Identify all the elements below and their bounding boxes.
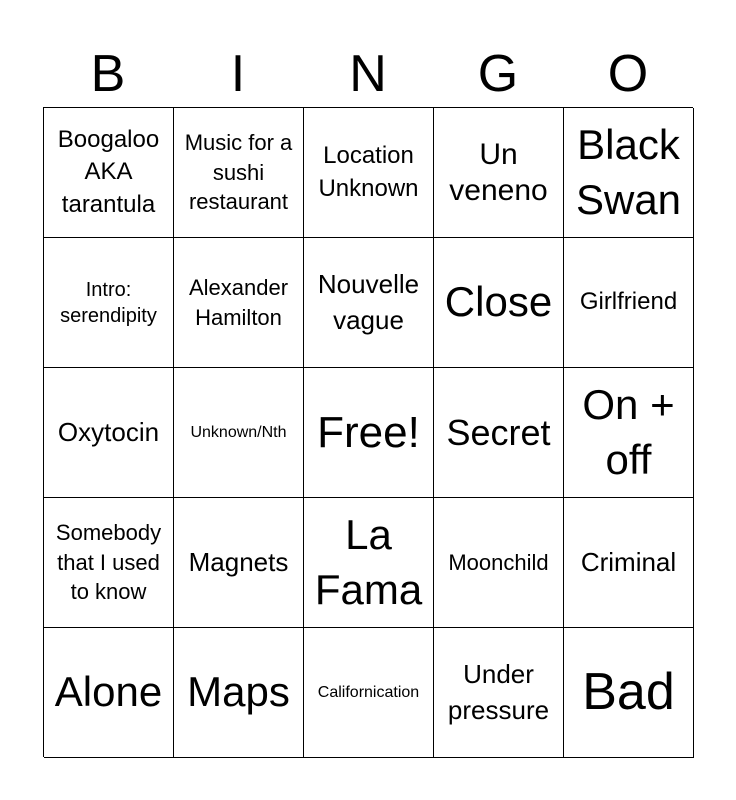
bingo-board (43, 107, 693, 757)
bingo-cell-label: Girlfriend (579, 288, 678, 316)
bingo-cell[interactable] (44, 498, 174, 628)
bingo-cell[interactable] (304, 108, 434, 238)
bingo-cell-label: Un veneno (449, 137, 548, 207)
header-letter-n: N (349, 45, 387, 103)
bingo-cell[interactable] (434, 238, 564, 368)
bingo-header (43, 42, 693, 106)
bingo-cell[interactable] (564, 498, 694, 628)
bingo-cell-label: Boogaloo AKA tarantula (57, 125, 160, 218)
bingo-cell-label: Criminal (580, 546, 677, 577)
bingo-cell[interactable] (304, 628, 434, 758)
bingo-cell[interactable] (434, 628, 564, 758)
bingo-cell-label: Californication (317, 683, 420, 701)
bingo-cell[interactable] (434, 108, 564, 238)
bingo-cell-label: Black Swan (575, 120, 682, 223)
bingo-cell-label: Location Unknown (318, 142, 419, 202)
bingo-cell-label: Alexander Hamilton (188, 274, 289, 330)
header-letter-i: I (230, 45, 246, 103)
bingo-cell-label: Nouvelle vague (317, 269, 420, 335)
bingo-cell[interactable] (304, 498, 434, 628)
bingo-cell-label: On + off (582, 380, 675, 483)
bingo-cell-label: Bad (582, 663, 675, 722)
bingo-cell-label: La Fama (314, 510, 423, 613)
header-letter-g: G (477, 45, 519, 103)
bingo-cell-label: Music for a sushi restaurant (184, 129, 293, 215)
bingo-cell-label: Moonchild (448, 549, 549, 575)
bingo-cell[interactable] (174, 108, 304, 238)
bingo-cell-label: Close (444, 278, 553, 326)
bingo-cell[interactable] (44, 238, 174, 368)
bingo-cell-label: Magnets (188, 546, 289, 577)
bingo-cell[interactable] (174, 498, 304, 628)
bingo-cell[interactable] (174, 628, 304, 758)
bingo-cell[interactable] (564, 238, 694, 368)
bingo-cell-label: Under pressure (447, 659, 550, 725)
bingo-cell-label: Unknown/Nth (190, 423, 287, 441)
bingo-cell[interactable] (44, 628, 174, 758)
bingo-cell-label: Alone (54, 668, 163, 716)
bingo-cell[interactable] (434, 498, 564, 628)
bingo-cell[interactable] (44, 368, 174, 498)
bingo-cell[interactable] (174, 238, 304, 368)
bingo-cell[interactable] (174, 368, 304, 498)
bingo-cell[interactable] (564, 628, 694, 758)
bingo-cell[interactable] (564, 108, 694, 238)
bingo-cell[interactable] (304, 238, 434, 368)
bingo-cell-label: Oxytocin (57, 416, 160, 447)
bingo-cell-label: Intro: serendipity (60, 278, 157, 327)
bingo-cell[interactable] (434, 368, 564, 498)
bingo-cell-label: Free! (317, 408, 420, 457)
bingo-cell-label: Secret (446, 411, 551, 453)
bingo-cell[interactable] (44, 108, 174, 238)
bingo-cell[interactable] (304, 368, 434, 498)
header-letter-b: B (90, 45, 126, 103)
bingo-cell-label: Somebody that I used to know (55, 519, 162, 605)
header-letter-o: O (607, 45, 649, 103)
bingo-cell[interactable] (564, 368, 694, 498)
bingo-cell-label: Maps (187, 668, 290, 716)
